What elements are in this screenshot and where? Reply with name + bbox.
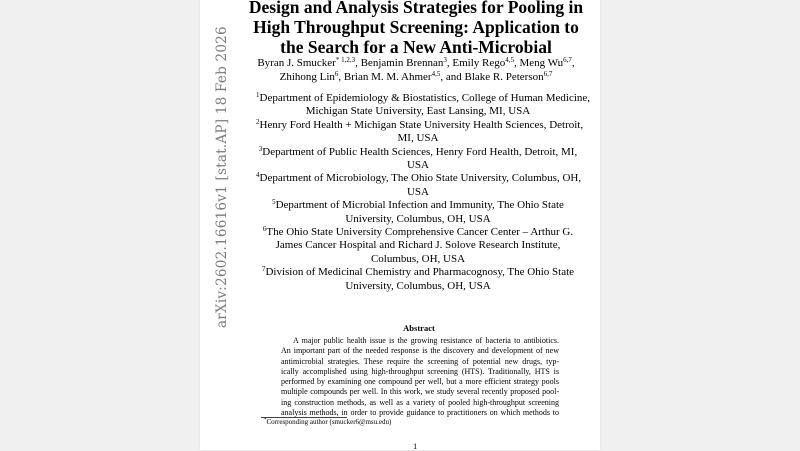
arxiv-identifier: arXiv:2602.16616v1 [stat.AP] 18 Feb 2026 xyxy=(214,26,230,328)
author-affiliation-marker: * 1,2,3 xyxy=(335,56,356,64)
author-name: Brian M. M. Ahmer xyxy=(343,71,432,83)
title-line: High Throughput Screening: Application to xyxy=(253,17,579,37)
page-number: 1 xyxy=(413,441,418,451)
author-separator: , xyxy=(446,57,453,69)
title-line: Design and Analysis Strategies for Pooling in xyxy=(248,0,584,17)
footnote-text: Corresponding author (smucker6@msu.edu) xyxy=(266,418,392,426)
author-name: Benjamin Brennan xyxy=(360,57,444,69)
affiliation-number: 3 xyxy=(258,144,263,153)
author-separator: , xyxy=(514,57,520,69)
paper-title xyxy=(246,0,586,57)
affiliation-text: Department of Public Health Sciences, Henry Ford Health, Detroit, MI, xyxy=(262,145,578,158)
abstract-line: performed by examining one compound per well, but a more efficient strategy pools xyxy=(281,377,559,387)
title-line: the Search for a New Anti-Microbial xyxy=(280,37,552,57)
affiliation xyxy=(256,91,591,119)
author-line xyxy=(246,70,586,84)
affiliation xyxy=(256,172,580,199)
affiliation-text: University, Columbus, OH, USA xyxy=(345,279,491,292)
abstract-heading: Abstract xyxy=(403,323,435,333)
affiliation-text: The Ohio State University Comprehensive Cancer Center – Arthur G. xyxy=(266,226,574,239)
affiliation-text: USA xyxy=(406,185,429,198)
author-separator: , xyxy=(355,57,361,69)
affiliation-text: Department of Microbial Infection and Immunity, The Ohio State xyxy=(275,199,564,212)
affiliation-text: Department of Microbiology, The Ohio State University, Columbus, OH, xyxy=(259,172,582,185)
abstract-line: An important part of the needed response is the discovery and development of new xyxy=(281,346,559,356)
abstract-line: A major public health issue is the growing resistance of bacteria to antibiotics. xyxy=(293,336,559,345)
author-name: Zhihong Lin xyxy=(279,71,335,83)
author-affiliation-marker: 3 xyxy=(443,56,447,64)
affiliation-number: 5 xyxy=(272,198,276,207)
affiliation-text: Columbus, OH, USA xyxy=(370,252,466,265)
abstract-line: analysis methods, in order to provide guidance to practitioners on which methods to xyxy=(281,408,559,418)
author-line xyxy=(246,56,586,70)
affiliation xyxy=(256,199,580,226)
affiliation-number: 6 xyxy=(262,225,267,234)
affiliation-text: Henry Ford Health + Michigan State University Health Sciences, Detroit, xyxy=(259,118,584,131)
author-name: Emily Rego xyxy=(452,57,506,69)
affiliation-text: MI, USA xyxy=(397,132,439,145)
affiliation xyxy=(256,266,580,293)
affiliation-text: USA xyxy=(406,159,429,172)
affiliation-text: Department of Epidemiology & Biostatistics, College of Human Medicine, xyxy=(259,92,591,104)
author-affiliation-marker: 4,5 xyxy=(505,56,514,64)
affiliation-text: James Cancer Hospital and Richard J. Solove Research Institute, xyxy=(275,239,561,252)
affiliation-number: 4 xyxy=(256,171,260,180)
affiliation-list xyxy=(256,91,591,293)
affiliation xyxy=(256,117,584,146)
author-affiliation-marker: 6 xyxy=(334,70,339,78)
author-name: Byran J. Smucker xyxy=(257,57,336,69)
author-list xyxy=(246,56,586,84)
abstract-line: ically accomplished using high-throughput screening (HTS). Traditionally, HTS is xyxy=(281,366,559,376)
abstract-line: antimicrobial strategies. These require the screening of potential new drugs, typ- xyxy=(281,356,559,366)
affiliation-number: 2 xyxy=(256,117,260,126)
affiliation-text: University, Columbus, OH, USA xyxy=(345,212,491,225)
affiliation-text: Division of Medicinal Chemistry and Pharmacognosy, The Ohio State xyxy=(265,266,575,279)
affiliation xyxy=(256,226,580,266)
affiliation-text: Michigan State University, East Lansing, MI, USA xyxy=(305,105,531,118)
footnote xyxy=(264,418,391,426)
author-name: Meng Wu xyxy=(519,57,564,69)
abstract-body xyxy=(281,336,559,418)
author-name: Blake R. Peterson xyxy=(464,71,544,83)
footnote-marker: * xyxy=(264,418,267,423)
affiliation-number: 7 xyxy=(261,265,266,274)
author-separator: , xyxy=(338,71,344,83)
author-separator: , xyxy=(571,57,575,69)
author-affiliation-marker: 6,7 xyxy=(543,70,553,78)
abstract-line: multiple compounds per well. In this work, we study several recently proposed pool- xyxy=(281,387,559,397)
author-separator: , and xyxy=(440,71,465,83)
affiliation-number: 1 xyxy=(256,91,260,99)
author-affiliation-marker: 4,5 xyxy=(431,70,441,78)
author-affiliation-marker: 6,7 xyxy=(563,56,572,64)
affiliation xyxy=(256,146,580,173)
abstract-line: ing construction methods, as well as a variety of pooled high-throughput screening xyxy=(281,397,559,407)
